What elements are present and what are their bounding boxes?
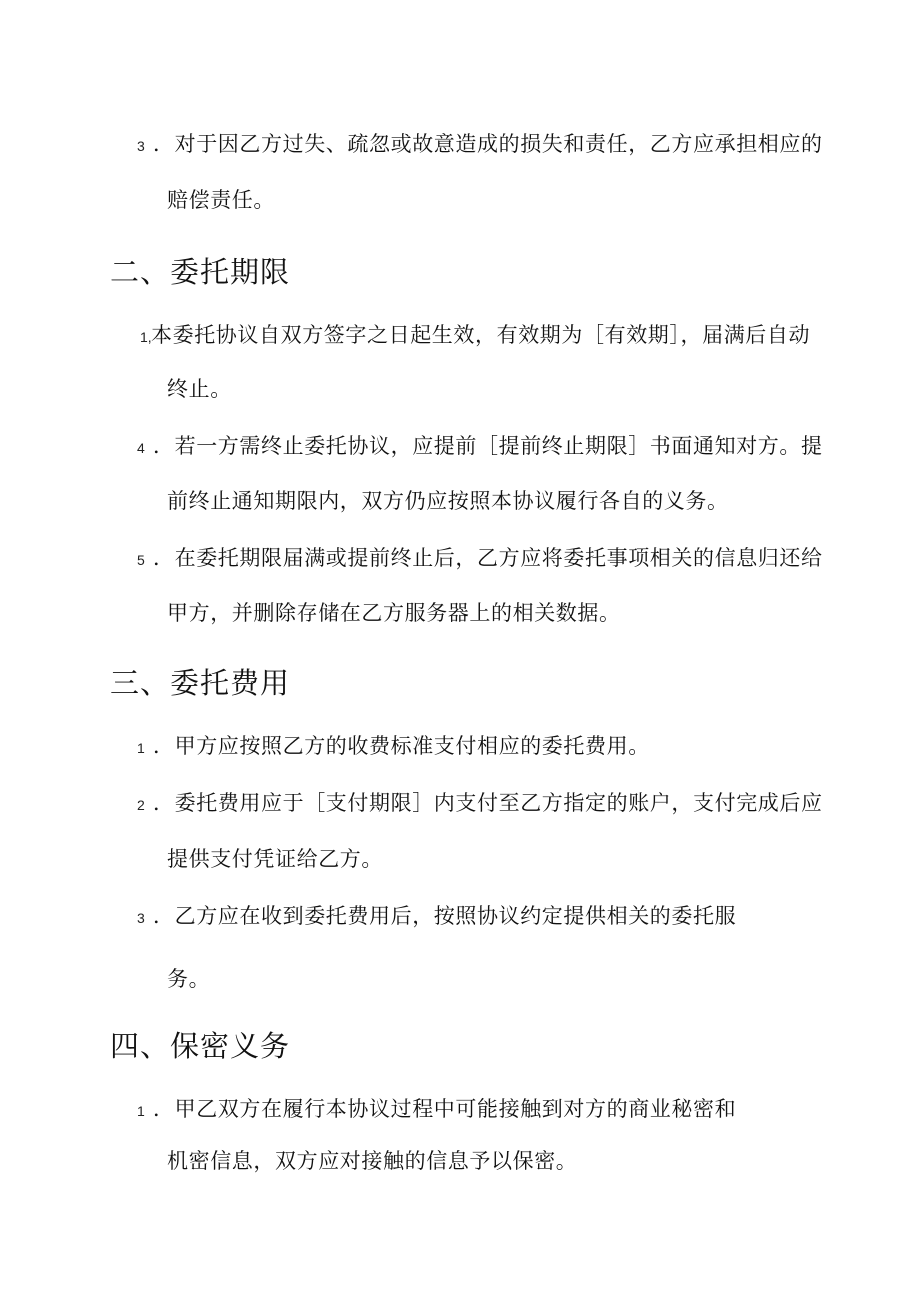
section-heading-fees: 三、委托费用: [110, 666, 291, 700]
item-number: 2: [137, 797, 145, 813]
item-text-line: 提供支付凭证给乙方。: [167, 847, 383, 871]
item-text-line: ．对于因乙方过失、疏忽或故意造成的损失和责任，乙方应承担相应的: [153, 132, 823, 156]
item-number: 3: [137, 910, 145, 926]
item-text-line: ．甲方应按照乙方的收费标准支付相应的委托费用。: [153, 734, 650, 758]
item-number: 4: [137, 440, 145, 456]
item-text-line: 前终止通知期限内，双方仍应按照本协议履行各自的义务。: [167, 489, 729, 513]
item-text-line: ．委托费用应于［支付期限］内支付至乙方指定的账户，支付完成后应: [153, 791, 823, 815]
item-text-line: 机密信息，双方应对接触的信息予以保密。: [167, 1149, 578, 1173]
section-heading-confidentiality: 四、保密义务: [110, 1029, 291, 1063]
item-text-line: 赔偿责任。: [167, 188, 275, 212]
item-text-line: 甲方，并删除存储在乙方服务器上的相关数据。: [167, 601, 621, 625]
item-number: 1: [137, 740, 145, 756]
item-number: 1: [137, 1103, 145, 1119]
item-text-line: ．甲乙双方在履行本协议过程中可能接触到对方的商业秘密和: [153, 1097, 737, 1121]
item-text-line: ．若一方需终止委托协议，应提前［提前终止期限］书面通知对方。提: [153, 434, 823, 458]
item-number: 5: [137, 552, 145, 568]
item-number: 1,: [140, 329, 152, 345]
item-text-line: ．在委托期限届满或提前终止后，乙方应将委托事项相关的信息归还给: [153, 546, 823, 570]
item-number: 3: [137, 138, 145, 154]
item-text-line: 本委托协议自双方签字之日起生效，有效期为［有效期］，届满后自动: [151, 323, 811, 347]
item-text-line: 务。: [167, 967, 211, 991]
item-text-line: ．乙方应在收到委托费用后，按照协议约定提供相关的委托服: [153, 904, 737, 928]
item-text-line: 终止。: [167, 377, 232, 401]
section-heading-term: 二、委托期限: [110, 255, 291, 289]
